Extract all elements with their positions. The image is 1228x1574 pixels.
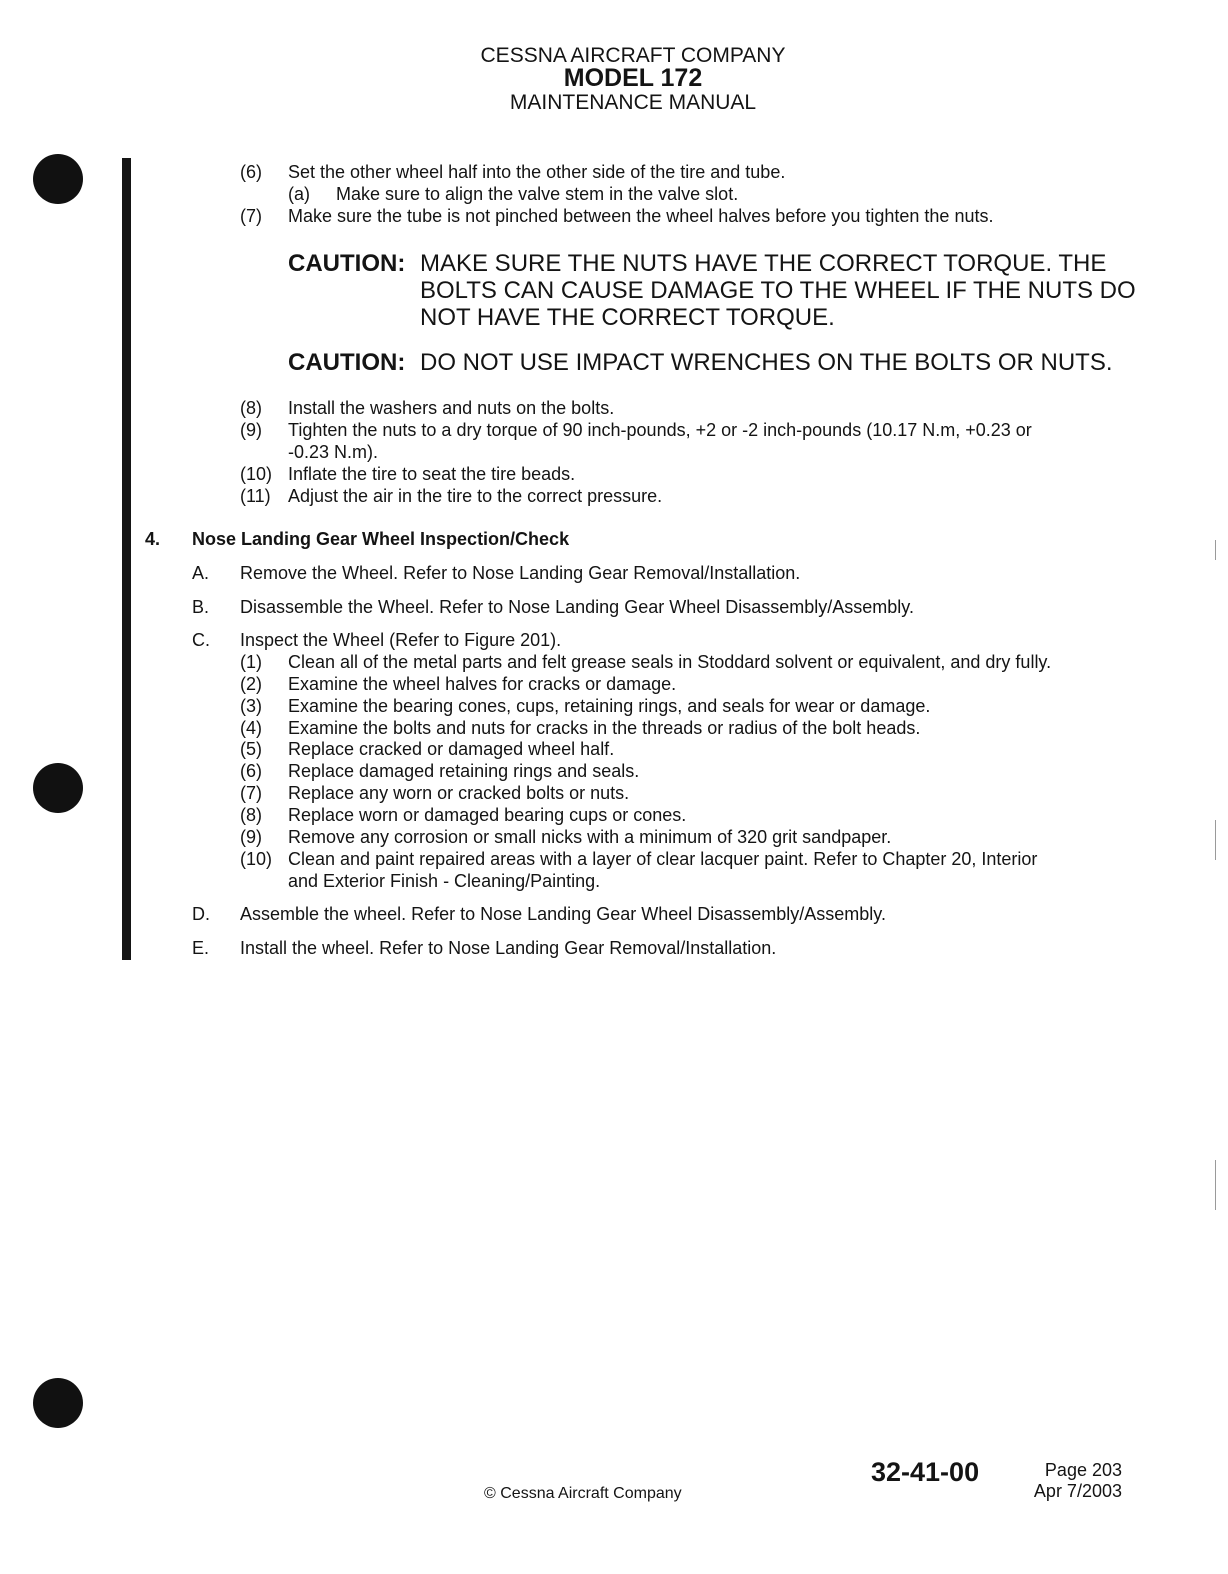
substep-text: Replace worn or damaged bearing cups or cones. — [288, 805, 687, 825]
step-text: Install the washers and nuts on the bolts. — [288, 398, 615, 418]
section-number: 4. — [145, 529, 161, 549]
header-manual: MAINTENANCE MANUAL — [509, 91, 757, 114]
step-text: Adjust the air in the tire to the correct pressure. — [288, 486, 663, 506]
step-number: (10) — [240, 464, 273, 484]
footer-date: Apr 7/2003 — [1033, 1481, 1122, 1501]
item-letter: A. — [192, 563, 210, 583]
substep-text: Replace damaged retaining rings and seals. — [288, 761, 640, 781]
item-letter: E. — [192, 938, 210, 958]
substep-number: (2) — [240, 674, 262, 694]
substep-text: Examine the bolts and nuts for cracks in the threads or radius of the bolt heads. — [288, 718, 921, 738]
punch-hole — [33, 763, 83, 813]
step-number: (8) — [240, 398, 262, 418]
caution-text: MAKE SURE THE NUTS HAVE THE CORRECT TORQUE. THE — [420, 250, 1107, 277]
caution-text: NOT HAVE THE CORRECT TORQUE. — [420, 304, 835, 331]
item-letter: D. — [192, 904, 210, 924]
item-text: Inspect the Wheel (Refer to Figure 201). — [240, 630, 562, 650]
substep-text: Clean and paint repaired areas with a layer of clear lacquer paint. Refer to Chapter 20, Interior — [288, 849, 1038, 869]
caution-text: DO NOT USE IMPACT WRENCHES ON THE BOLTS OR NUTS. — [420, 349, 1113, 376]
footer-copyright: © Cessna Aircraft Company — [484, 1485, 682, 1502]
step-number: (6) — [240, 162, 262, 182]
substep-letter: (a) — [288, 184, 310, 204]
item-text: Install the wheel. Refer to Nose Landing Gear Removal/Installation. — [240, 938, 777, 958]
item-letter: C. — [192, 630, 210, 650]
substep-text: Examine the wheel halves for cracks or damage. — [288, 674, 677, 694]
punch-hole — [33, 154, 83, 204]
step-number: (7) — [240, 206, 262, 226]
header-company: CESSNA AIRCRAFT COMPANY — [480, 44, 786, 67]
caution-label: CAUTION: — [288, 250, 406, 277]
section-title: Nose Landing Gear Wheel Inspection/Check — [192, 529, 570, 549]
step-text: Tighten the nuts to a dry torque of 90 inch-pounds, +2 or -2 inch-pounds (10.17 N.m, +0.23 or — [288, 420, 1032, 440]
substep-number: (6) — [240, 761, 262, 781]
substep-number: (8) — [240, 805, 262, 825]
substep-number: (5) — [240, 739, 262, 759]
substep-text: Remove any corrosion or small nicks with a minimum of 320 grit sandpaper. — [288, 827, 892, 847]
item-text: Assemble the wheel. Refer to Nose Landing Gear Wheel Disassembly/Assembly. — [240, 904, 886, 924]
caution-text: BOLTS CAN CAUSE DAMAGE TO THE WHEEL IF THE NUTS DO — [420, 277, 1136, 304]
substep-text: Clean all of the metal parts and felt grease seals in Stoddard solvent or equivalent, and dry fully. — [288, 652, 1052, 672]
item-text: Remove the Wheel. Refer to Nose Landing Gear Removal/Installation. — [240, 563, 801, 583]
punch-hole — [33, 1378, 83, 1428]
caution-label: CAUTION: — [288, 349, 406, 376]
scan-mark — [1215, 540, 1216, 560]
revision-bar — [122, 158, 131, 960]
item-text: Disassemble the Wheel. Refer to Nose Landing Gear Wheel Disassembly/Assembly. — [240, 597, 914, 617]
substep-text: Examine the bearing cones, cups, retaining rings, and seals for wear or damage. — [288, 696, 931, 716]
scan-mark — [1215, 820, 1216, 860]
substep-number: (1) — [240, 652, 262, 672]
footer-page-number: Page 203 — [1044, 1460, 1122, 1480]
step-number: (9) — [240, 420, 262, 440]
substep-text-continued: and Exterior Finish - Cleaning/Painting. — [288, 871, 601, 891]
substep-number: (3) — [240, 696, 262, 716]
footer-doc-code: 32-41-00 — [871, 1457, 980, 1487]
step-text-continued: -0.23 N.m). — [288, 442, 379, 462]
substep-text: Make sure to align the valve stem in the valve slot. — [336, 184, 739, 204]
step-text: Make sure the tube is not pinched between the wheel halves before you tighten the nuts. — [288, 206, 994, 226]
substep-number: (10) — [240, 849, 273, 869]
header-model: MODEL 172 — [563, 64, 703, 92]
substep-number: (4) — [240, 718, 262, 738]
substep-number: (9) — [240, 827, 262, 847]
substep-text: Replace cracked or damaged wheel half. — [288, 739, 615, 759]
substep-text: Replace any worn or cracked bolts or nuts. — [288, 783, 630, 803]
substep-number: (7) — [240, 783, 262, 803]
item-letter: B. — [192, 597, 210, 617]
step-text: Inflate the tire to seat the tire beads. — [288, 464, 576, 484]
step-number: (11) — [240, 486, 271, 506]
scan-mark — [1215, 1160, 1216, 1210]
step-text: Set the other wheel half into the other side of the tire and tube. — [288, 162, 786, 182]
